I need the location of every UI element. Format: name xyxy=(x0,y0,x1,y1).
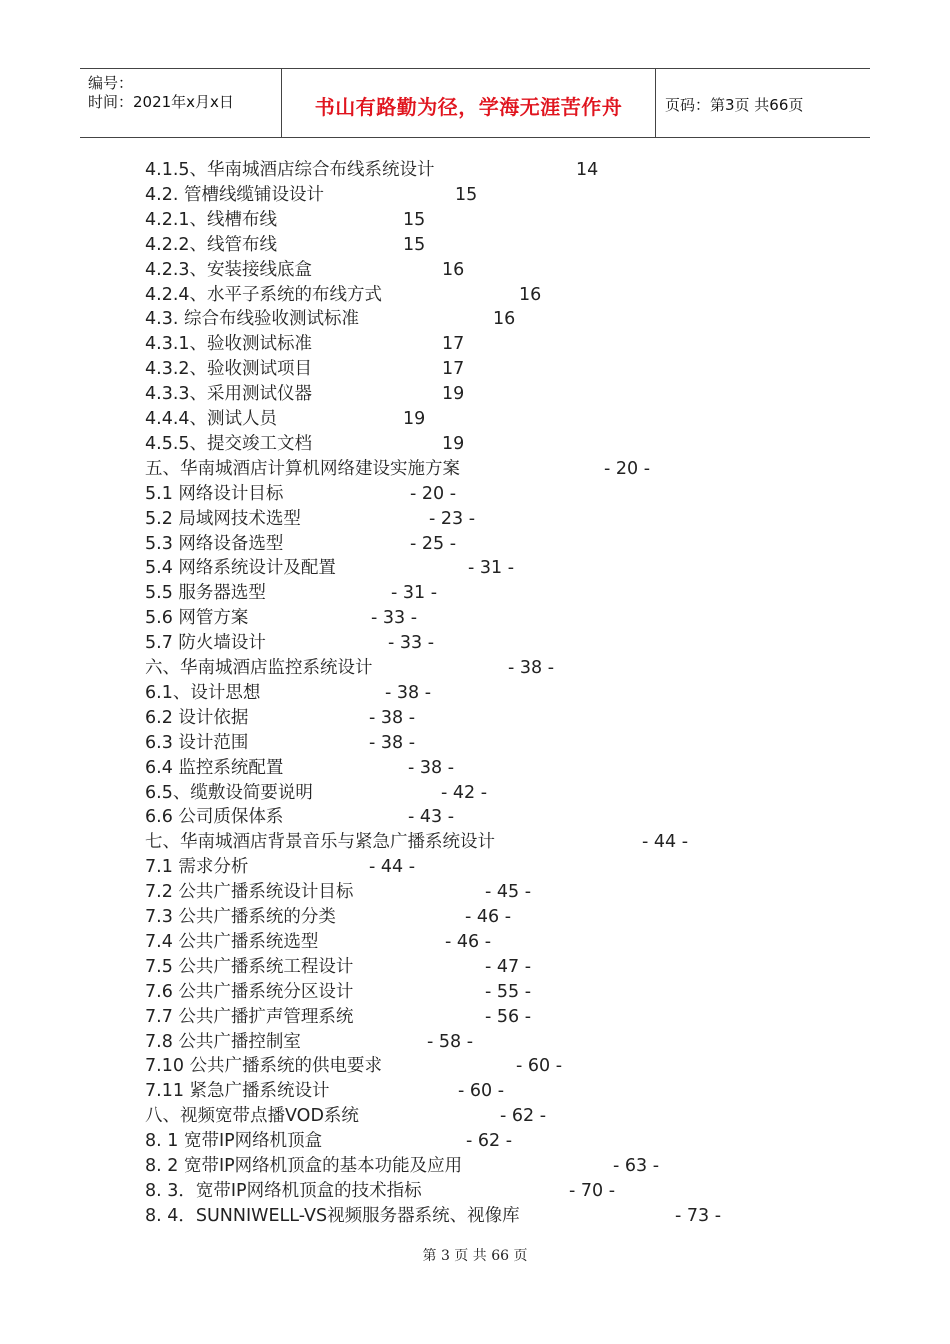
toc-entry[interactable] xyxy=(145,955,845,980)
toc-entry-title: 6.4 监控系统配置 xyxy=(145,757,284,778)
toc-entry-page: - 56 - xyxy=(485,1006,532,1027)
toc-entry-page: 19 xyxy=(442,433,465,454)
toc-entry-page: - 60 - xyxy=(516,1056,563,1077)
toc-entry-page: - 60 - xyxy=(458,1081,505,1102)
toc-entry-page: - 46 - xyxy=(465,907,512,927)
toc-entry-page: - 23 - xyxy=(429,508,476,529)
toc-entry-page: 16 xyxy=(519,284,542,305)
toc-entry-page: - 70 - xyxy=(569,1180,616,1201)
toc-entry-title: 6.5、缆敷设简要说明 xyxy=(145,782,313,803)
toc-entry-title: 4.2. 管槽线缆铺设设计 xyxy=(145,184,324,205)
toc-entry[interactable] xyxy=(145,1104,845,1129)
toc-entry-title: 6.1、设计思想 xyxy=(145,682,261,703)
toc-entry[interactable] xyxy=(145,183,845,208)
toc-entry-page: - 33 - xyxy=(388,633,435,654)
toc-entry[interactable] xyxy=(145,556,845,581)
toc-entry-title: 7.10 公共广播系统的供电要求 xyxy=(145,1056,383,1077)
toc-entry-page: - 31 - xyxy=(391,583,438,604)
toc-entry-page: - 42 - xyxy=(441,782,488,803)
toc-entry-title: 7.1 需求分析 xyxy=(145,857,249,878)
toc-entry-title: 4.2.1、线槽布线 xyxy=(145,209,278,230)
toc-entry-page: 19 xyxy=(403,409,426,429)
toc-entry-page: - 38 - xyxy=(385,682,432,703)
toc-entry[interactable] xyxy=(145,681,845,706)
toc-entry-page: 19 xyxy=(442,384,465,405)
toc-entry-page: - 33 - xyxy=(371,608,418,629)
toc-entry-page: 17 xyxy=(442,359,465,380)
toc-entry-page: 15 xyxy=(455,184,478,205)
toc-entry-title: 五、华南城酒店计算机网络建设实施方案 xyxy=(145,458,460,479)
toc-entry[interactable] xyxy=(145,407,845,432)
toc-entry[interactable] xyxy=(145,283,845,308)
header-meta-cell xyxy=(80,69,281,137)
toc-entry-title: 4.2.3、安装接线底盒 xyxy=(145,259,313,280)
toc-entry-title: 7.8 公共广播控制室 xyxy=(145,1031,301,1052)
toc-entry[interactable] xyxy=(145,158,845,183)
toc-entry[interactable] xyxy=(145,208,845,233)
toc-entry[interactable] xyxy=(145,581,845,606)
toc-entry-page: - 62 - xyxy=(500,1106,547,1127)
toc-entry[interactable] xyxy=(145,1129,845,1154)
toc-entry[interactable] xyxy=(145,1005,845,1030)
toc-entry-page: - 38 - xyxy=(369,732,416,753)
toc-entry-page: 16 xyxy=(493,309,516,330)
toc-entry-page: 15 xyxy=(403,209,426,230)
toc-entry[interactable] xyxy=(145,332,845,357)
toc-entry[interactable] xyxy=(145,233,845,258)
toc-entry-title: 7.4 公共广播系统选型 xyxy=(145,931,319,952)
toc-entry[interactable] xyxy=(145,1204,845,1229)
toc-entry-title: 7.5 公共广播系统工程设计 xyxy=(145,956,354,977)
toc-entry-title: 5.6 网管方案 xyxy=(145,608,249,629)
toc-entry[interactable] xyxy=(145,805,845,830)
toc-entry-page: - 44 - xyxy=(642,832,689,853)
toc-entry[interactable] xyxy=(145,880,845,905)
toc-entry-title: 4.3.1、验收测试标准 xyxy=(145,334,313,355)
toc-entry[interactable] xyxy=(145,731,845,756)
page-footer: 第 3 页 共 66 页 xyxy=(422,1248,528,1264)
toc-entry-title: 8. 2 宽带IP网络机顶盒的基本功能及应用 xyxy=(145,1156,463,1176)
toc-entry[interactable] xyxy=(145,258,845,283)
toc-entry-title: 8. 1 宽带IP网络机顶盒 xyxy=(145,1131,323,1152)
toc-entry-page: - 45 - xyxy=(485,882,532,903)
toc-entry-title: 七、华南城酒店背景音乐与紧急广播系统设计 xyxy=(145,832,495,853)
toc-entry-title: 7.7 公共广播扩声管理系统 xyxy=(145,1006,354,1027)
toc-entry[interactable] xyxy=(145,307,845,332)
toc-entry[interactable] xyxy=(145,706,845,731)
toc-entry-page: - 38 - xyxy=(369,707,416,728)
toc-entry-title: 5.1 网络设计目标 xyxy=(145,483,284,504)
document-header xyxy=(80,68,870,138)
toc-entry-title: 4.4.4、测试人员 xyxy=(145,409,278,429)
toc-entry-title: 4.1.5、华南城酒店综合布线系统设计 xyxy=(145,160,435,180)
toc-entry-page: - 47 - xyxy=(485,956,532,977)
toc-entry-title: 4.3.2、验收测试项目 xyxy=(145,359,313,380)
toc-entry-title: 8. 3．宽带IP网络机顶盒的技术指标 xyxy=(145,1180,422,1201)
toc-entry[interactable] xyxy=(145,1179,845,1204)
toc-entry-page: - 44 - xyxy=(369,857,416,878)
toc-entry-page: 17 xyxy=(442,334,465,355)
toc-entry-page: 14 xyxy=(576,160,599,180)
toc-entry-page: 15 xyxy=(403,234,426,255)
toc-entry[interactable] xyxy=(145,830,845,855)
toc-entry-page: - 20 - xyxy=(604,458,651,479)
document-number-label: 编号： xyxy=(88,74,134,92)
toc-entry-title: 7.2 公共广播系统设计目标 xyxy=(145,882,354,903)
toc-entry-page: - 58 - xyxy=(427,1031,474,1052)
toc-entry-title: 6.3 设计范围 xyxy=(145,732,249,753)
toc-entry-title: 6.2 设计依据 xyxy=(145,707,249,728)
toc-entry[interactable] xyxy=(145,905,845,930)
toc-entry-page: - 73 - xyxy=(675,1205,722,1226)
toc-entry-title: 4.2.2、线管布线 xyxy=(145,234,278,255)
toc-entry-title: 7.3 公共广播系统的分类 xyxy=(145,907,336,927)
toc-entry-page: - 31 - xyxy=(468,558,515,579)
toc-entry-title: 4.5.5、提交竣工文档 xyxy=(145,433,313,454)
toc-entry[interactable] xyxy=(145,1154,845,1179)
toc-entry[interactable] xyxy=(145,656,845,681)
toc-entry[interactable] xyxy=(145,1054,845,1079)
toc-entry-title: 5.3 网络设备选型 xyxy=(145,533,284,554)
toc-entry[interactable] xyxy=(145,1079,845,1104)
toc-entry[interactable] xyxy=(145,482,845,507)
toc-entry[interactable] xyxy=(145,357,845,382)
toc-entry[interactable] xyxy=(145,507,845,532)
toc-entry[interactable] xyxy=(145,980,845,1005)
toc-entry-title: 5.4 网络系统设计及配置 xyxy=(145,558,336,579)
toc-entry-title: 6.6 公司质保体系 xyxy=(145,807,284,828)
toc-entry-page: 16 xyxy=(442,259,465,280)
toc-entry[interactable] xyxy=(145,532,845,557)
toc-entry-page: - 20 - xyxy=(410,483,457,504)
header-page-info: 页码：第3页 共66页 xyxy=(665,96,804,114)
header-motto-cell xyxy=(281,69,656,137)
toc-entry-page: - 46 - xyxy=(445,931,492,952)
toc-entry-title: 六、华南城酒店监控系统设计 xyxy=(145,658,373,678)
toc-entry[interactable] xyxy=(145,382,845,407)
toc-entry[interactable] xyxy=(145,781,845,806)
toc-entry-title: 4.2.4、水平子系统的布线方式 xyxy=(145,284,383,305)
header-page-cell xyxy=(655,69,870,137)
toc-entry[interactable] xyxy=(145,756,845,781)
toc-entry-page: - 25 - xyxy=(410,533,457,554)
toc-entry-title: 4.3. 综合布线验收测试标准 xyxy=(145,309,359,330)
toc-entry-page: - 43 - xyxy=(408,807,455,828)
document-date-label: 时间：2021年x月x日 xyxy=(88,93,234,111)
toc-entry-title: 5.7 防火墙设计 xyxy=(145,633,266,654)
toc-entry[interactable] xyxy=(145,1030,845,1055)
toc-entry-page: - 38 - xyxy=(508,658,555,678)
toc-entry[interactable] xyxy=(145,457,845,482)
toc-entry-page: - 55 - xyxy=(485,981,532,1002)
toc-entry-page: - 38 - xyxy=(408,757,455,778)
toc-entry-title: 4.3.3、采用测试仪器 xyxy=(145,384,313,405)
toc-entry-title: 7.11 紧急广播系统设计 xyxy=(145,1081,330,1102)
toc-entry-title: 5.5 服务器选型 xyxy=(145,583,266,604)
toc-entry-title: 7.6 公共广播系统分区设计 xyxy=(145,981,354,1002)
toc-entry[interactable] xyxy=(145,631,845,656)
toc-entry[interactable] xyxy=(145,855,845,880)
toc-entry-title: 8. 4．SUNNIWELL-VS视频服务器系统、视像库 xyxy=(145,1205,520,1226)
toc-entry[interactable] xyxy=(145,432,845,457)
toc-entry-page: - 62 - xyxy=(466,1131,513,1152)
toc-entry-page: - 63 - xyxy=(613,1156,660,1176)
toc-entry[interactable] xyxy=(145,606,845,631)
toc-entry-title: 5.2 局域网技术选型 xyxy=(145,508,301,529)
toc-entry-title: 八、视频宽带点播VOD系统 xyxy=(145,1106,359,1127)
toc-entry[interactable] xyxy=(145,930,845,955)
header-motto: 书山有路勤为径，学海无涯苦作舟 xyxy=(314,95,623,119)
